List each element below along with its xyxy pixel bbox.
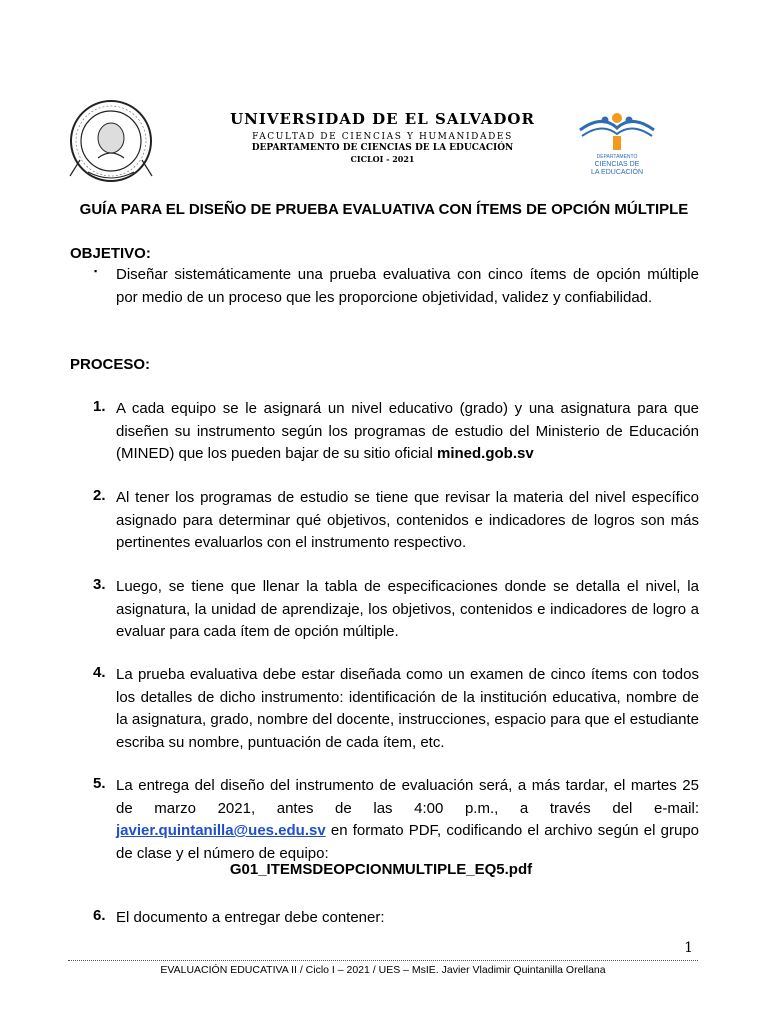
university-seal-icon <box>68 98 154 184</box>
item-number: 1. <box>93 398 106 415</box>
bullet-icon: ▪ <box>94 266 98 276</box>
objective-text: Diseñar sistemáticamente una prueba evaluativa con cinco ítems de opción múltiple por medio de un proceso que les proporcione objetividad, validez y confiabilidad. <box>116 266 699 306</box>
process-item-6: El documento a entregar debe contener: <box>116 909 385 926</box>
process-item-2: Al tener los programas de estudio se tiene que revisar la materia del nivel específico asignado para determinar qué objetivos, contenidos e indicadores de logros son más pertinentes evaluarlos con el instrumento respectivo. <box>116 489 699 551</box>
document-header <box>200 110 565 164</box>
item-number: 2. <box>93 487 106 504</box>
item-text: A cada equipo se le asignará un nivel educativo (grado) y una asignatura para que diseñen su instrumento según los programas de estudio del Ministerio de Educación (MINED) que los pueden bajar de su sitio oficial <box>116 400 699 462</box>
page-number: 1 <box>684 940 693 956</box>
filename-example: G01_ITEMSDEOPCIONMULTIPLE_EQ5.pdf <box>229 861 533 878</box>
department-name: DEPARTAMENTO DE CIENCIAS DE LA EDUCACIÓN <box>251 143 514 153</box>
faculty-name: FACULTAD DE CIENCIAS Y HUMANIDADES <box>252 132 513 142</box>
document-title: GUÍA PARA EL DISEÑO DE PRUEBA EVALUATIVA CON ÍTEMS DE OPCIÓN MÚLTIPLE <box>79 201 689 218</box>
email-link[interactable]: javier.quintanilla@ues.edu.sv <box>116 822 326 839</box>
item-number: 4. <box>93 664 106 681</box>
item-number: 6. <box>93 907 106 924</box>
process-item-1 <box>116 398 699 466</box>
process-item-3: Luego, se tiene que llenar la tabla de especificaciones donde se detalla el nivel, la asignatura, la unidad de aprendizaje, los objetivos, contenidos e indicadores de logro a evaluar para cada ítem de opción múltiple. <box>116 578 699 640</box>
dept-logo-label-1: DEPARTAMENTO <box>596 154 638 160</box>
objective-heading: OBJETIVO: <box>70 245 151 262</box>
process-item-5 <box>116 775 699 865</box>
footer-divider <box>68 960 698 961</box>
dept-logo-label-3: LA EDUCACIÓN <box>590 169 644 176</box>
dept-logo-label-2: CIENCIAS DE <box>594 161 640 168</box>
process-item-4: La prueba evaluativa debe estar diseñada como un examen de cinco ítems con todos los detalles de dicho instrumento: identificación de la institución educativa, nombre de la asignatura, grado, nombre del docente, instrucciones, espacio para que el estudiante escriba su nombre, puntuación de cada ítem, etc. <box>116 666 699 751</box>
department-logo-icon <box>572 100 662 180</box>
cycle-label: CICLOI - 2021 <box>350 154 415 164</box>
university-name: UNIVERSIDAD DE EL SALVADOR <box>230 110 535 128</box>
mined-site: mined.gob.sv <box>437 445 534 462</box>
item-text: La entrega del diseño del instrumento de evaluación será, a más tardar, el martes 25 de marzo 2021, antes de las 4:00 p.m., a través del e-mail: <box>116 777 699 817</box>
item-text: en formato PDF, codificando el archivo según el grupo de clase y el número de equipo: <box>116 822 699 862</box>
item-number: 3. <box>93 576 106 593</box>
process-heading: PROCESO: <box>70 356 151 373</box>
item-number: 5. <box>93 775 106 792</box>
footer-text: EVALUACIÓN EDUCATIVA II / Ciclo I – 2021 / UES – MsIE. Javier Vladimir Quintanilla Orellana <box>160 964 606 976</box>
